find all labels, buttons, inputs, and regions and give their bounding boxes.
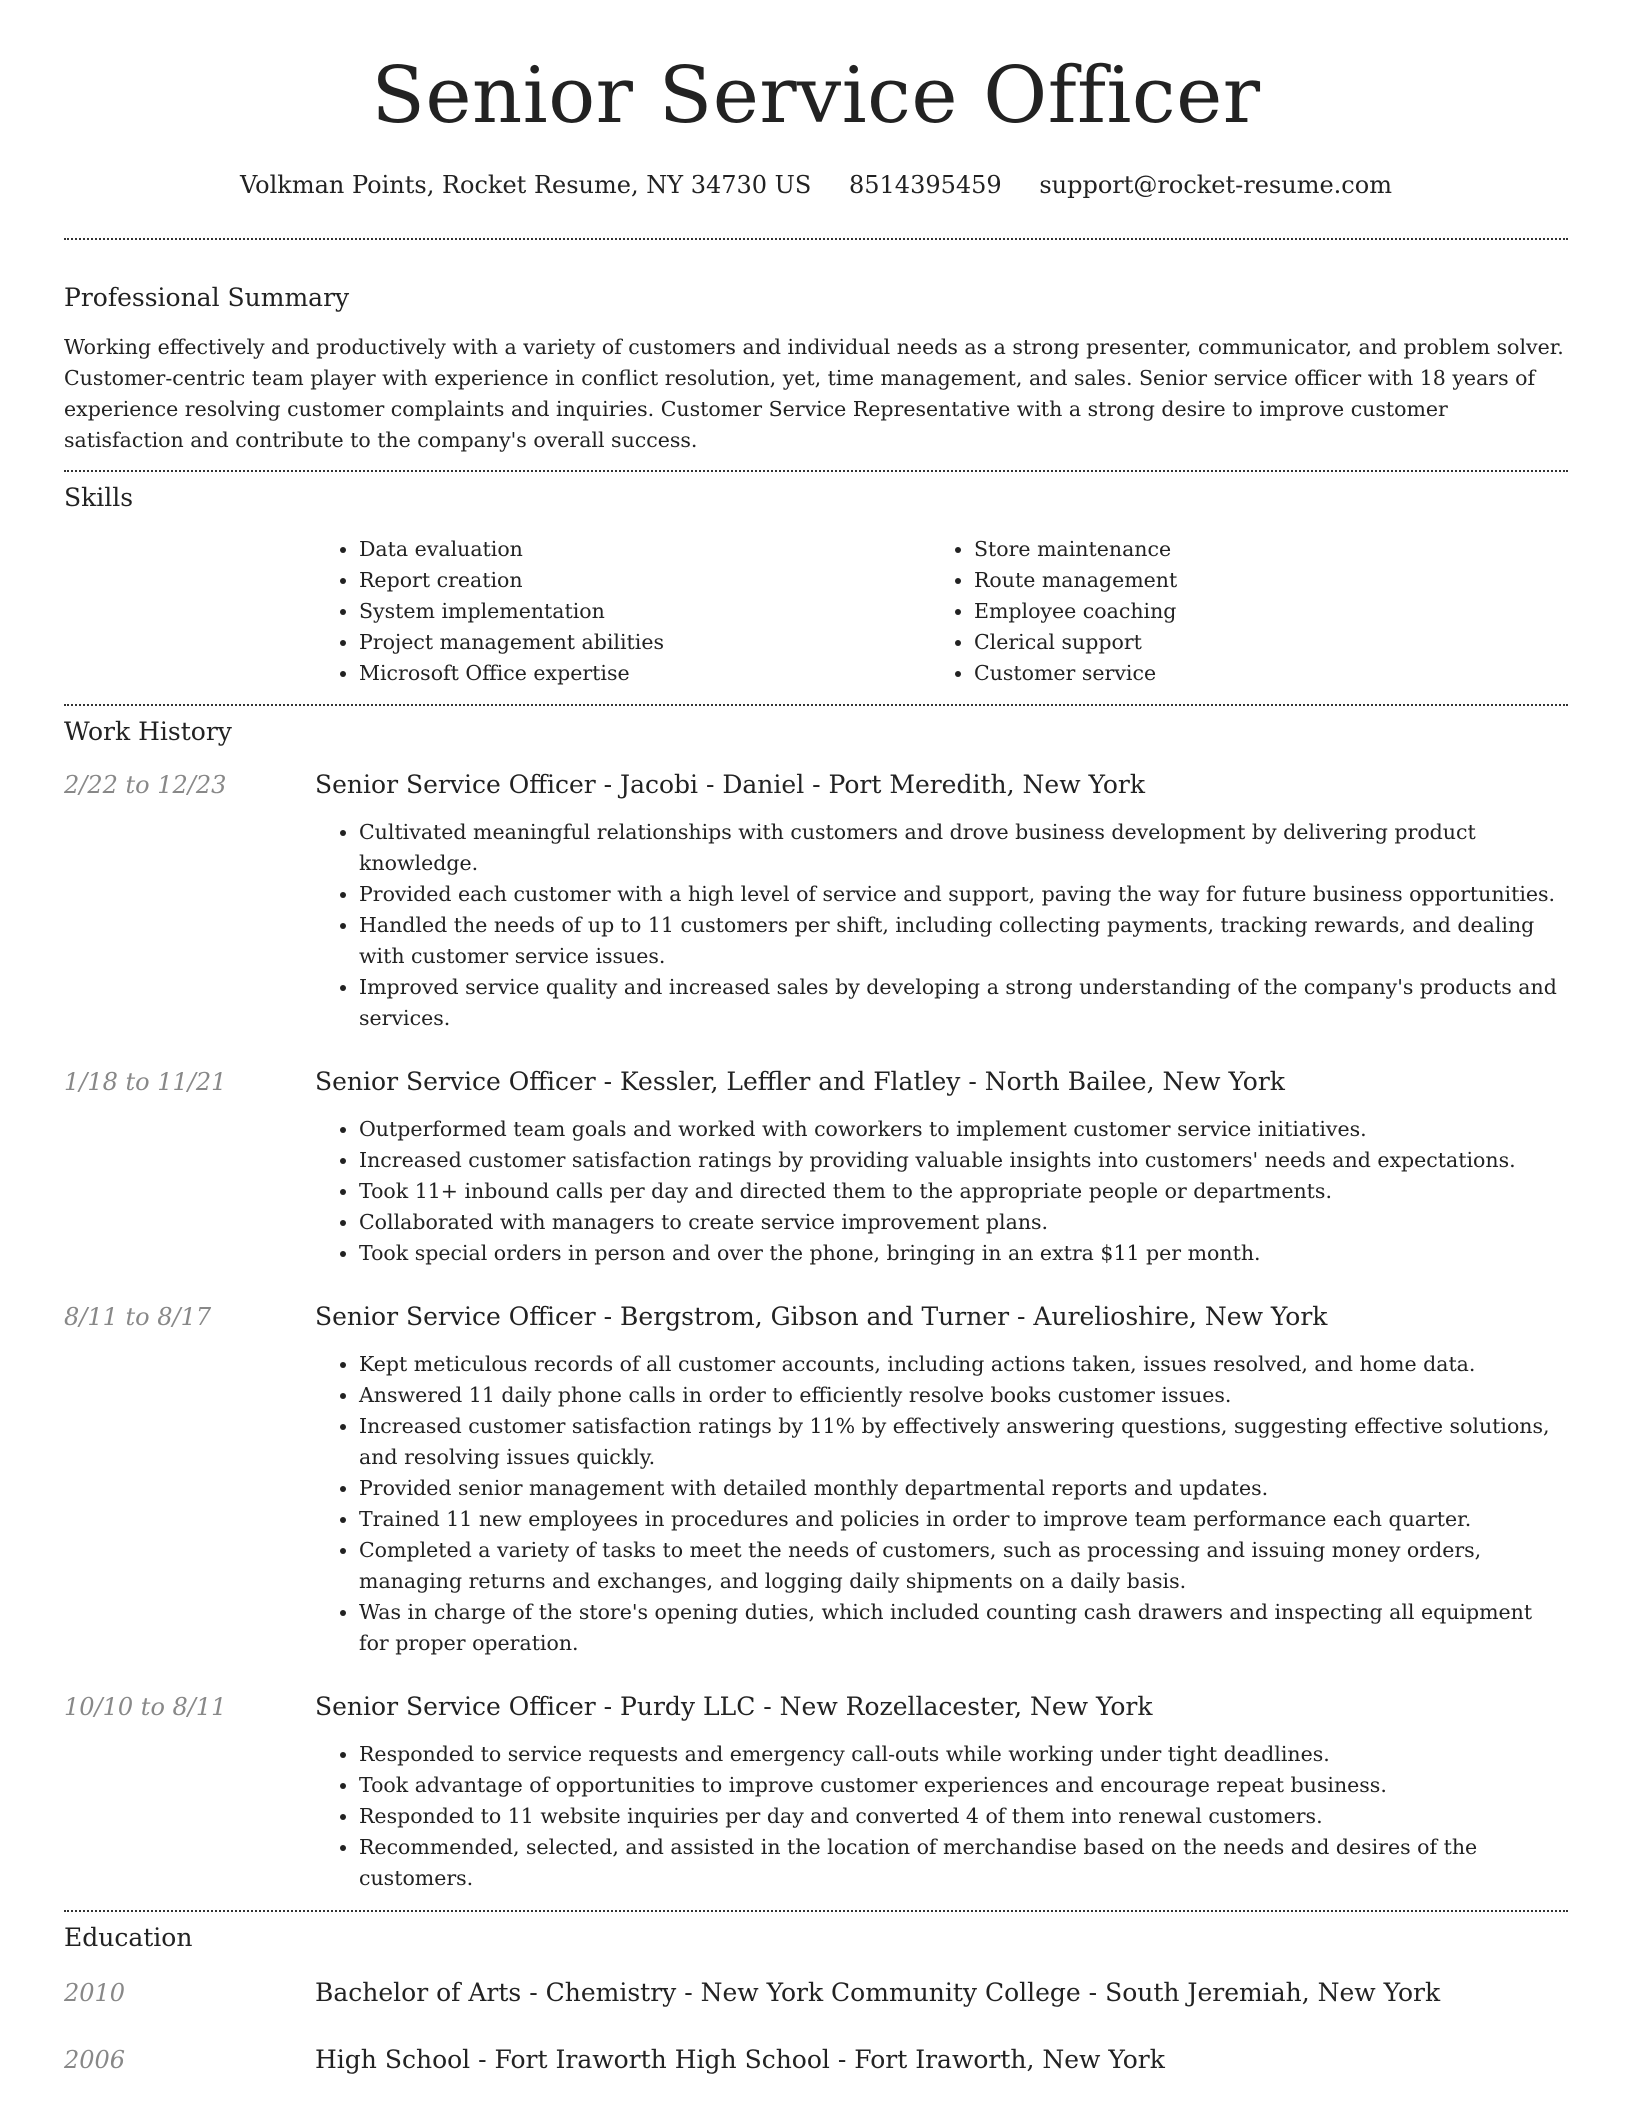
skill-item: • Clerical support bbox=[974, 627, 1545, 658]
skill-item: • Customer service bbox=[974, 658, 1545, 689]
skill-item: • Project management abilities bbox=[359, 627, 930, 658]
job-bullet: • Answered 11 daily phone calls in order to efficiently resolve books customer issues. bbox=[359, 1380, 1568, 1411]
job-date: 1/18 to 11/21 bbox=[64, 1068, 227, 1097]
job-bullet: • Trained 11 new employees in procedures and policies in order to improve team performance each quarter. bbox=[359, 1504, 1568, 1535]
skills-heading: Skills bbox=[64, 483, 134, 513]
education-heading: Education bbox=[64, 1923, 193, 1953]
contact-email[interactable]: support@rocket-resume.com bbox=[1039, 170, 1392, 199]
job-body bbox=[315, 1067, 1568, 1269]
job-title: Senior Service Officer - Bergstrom, Gibson and Turner - Aurelioshire, New York bbox=[315, 1302, 1328, 1332]
education-title: High School - Fort Iraworth High School - Fort Iraworth, New York bbox=[315, 2044, 1165, 2074]
skills-list-left bbox=[315, 534, 930, 689]
work-section bbox=[64, 706, 1568, 1895]
job-bullets bbox=[315, 1739, 1568, 1894]
job-bullets bbox=[315, 1114, 1568, 1269]
job-bullets bbox=[315, 817, 1568, 1034]
job-bullet: • Was in charge of the store's opening duties, which included counting cash drawers and inspecting all equipment for proper operation. bbox=[359, 1597, 1568, 1659]
job-title: Senior Service Officer - Purdy LLC - New Rozellacester, New York bbox=[315, 1692, 1153, 1722]
resume-name: Senior Service Officer bbox=[371, 51, 1261, 141]
education-section bbox=[64, 1912, 1568, 2075]
skill-item: • Store maintenance bbox=[974, 534, 1545, 565]
job-title: Senior Service Officer - Kessler, Leffler and Flatley - North Bailee, New York bbox=[315, 1067, 1285, 1097]
job-bullet: • Completed a variety of tasks to meet the needs of customers, such as processing and issuing money orders, managing returns and exchanges, and logging daily shipments on a daily basis. bbox=[359, 1535, 1568, 1597]
contact-line bbox=[64, 170, 1568, 201]
job-entry bbox=[64, 1692, 1568, 1894]
job-bullet: • Increased customer satisfaction ratings by 11% by effectively answering questions, suggesting effective solutions, and resolving issues quickly. bbox=[359, 1411, 1568, 1473]
skills-grid bbox=[315, 534, 1568, 689]
work-heading: Work History bbox=[64, 716, 232, 746]
job-entry bbox=[64, 770, 1568, 1034]
skill-item: • Data evaluation bbox=[359, 534, 930, 565]
skill-item: • Microsoft Office expertise bbox=[359, 658, 930, 689]
job-body bbox=[315, 1692, 1568, 1894]
job-date: 10/10 to 8/11 bbox=[64, 1693, 227, 1722]
job-bullet: • Responded to service requests and emergency call-outs while working under tight deadlines. bbox=[359, 1739, 1568, 1770]
job-bullet: • Took 11+ inbound calls per day and directed them to the appropriate people or departments. bbox=[359, 1176, 1568, 1207]
skill-item: • System implementation bbox=[359, 596, 930, 627]
job-body bbox=[315, 1302, 1568, 1659]
education-entry bbox=[64, 1978, 1568, 2008]
job-bullet: • Handled the needs of up to 11 customers per shift, including collecting payments, tracking rewards, and dealing with customer service issues. bbox=[359, 910, 1568, 972]
skills-list-right bbox=[930, 534, 1545, 689]
summary-section bbox=[64, 240, 1568, 457]
skill-item: • Route management bbox=[974, 565, 1545, 596]
skills-section bbox=[64, 472, 1568, 689]
job-bullet: • Increased customer satisfaction ratings by providing valuable insights into customers' needs and expectations. bbox=[359, 1145, 1568, 1176]
job-bullet: • Improved service quality and increased sales by developing a strong understanding of the company's products and services. bbox=[359, 972, 1568, 1034]
job-bullet: • Recommended, selected, and assisted in the location of merchandise based on the needs and desires of the customers. bbox=[359, 1832, 1568, 1894]
job-title: Senior Service Officer - Jacobi - Daniel - Port Meredith, New York bbox=[315, 770, 1146, 800]
skill-item: • Employee coaching bbox=[974, 596, 1545, 627]
education-date: 2010 bbox=[64, 1978, 126, 2007]
job-date: 8/11 to 8/17 bbox=[64, 1303, 212, 1332]
contact-address: Volkman Points, Rocket Resume, NY 34730 US bbox=[240, 170, 812, 199]
education-title: Bachelor of Arts - Chemistry - New York Community College - South Jeremiah, New York bbox=[315, 1977, 1441, 2007]
summary-text: Working effectively and productively with a variety of customers and individual needs as a strong presenter, communicator, and problem solver. Customer-centric team player with experience in conflict resolution, yet, time management, and sales. Senior service officer with 18 years of experience resolving customer complaints and inquiries. Customer Service Representative with a strong desire to improve customer satisfaction and contribute to the company's overall success. bbox=[64, 335, 1564, 453]
job-bullet: • Took advantage of opportunities to improve customer experiences and encourage repeat business. bbox=[359, 1770, 1568, 1801]
job-bullets bbox=[315, 1349, 1568, 1659]
job-entry bbox=[64, 1302, 1568, 1659]
job-entry bbox=[64, 1067, 1568, 1269]
contact-phone: 8514395459 bbox=[848, 170, 1002, 199]
job-bullet: • Cultivated meaningful relationships with customers and drove business development by delivering product knowledge. bbox=[359, 817, 1568, 879]
job-bullet: • Outperformed team goals and worked with coworkers to implement customer service initiatives. bbox=[359, 1114, 1568, 1145]
job-bullet: • Collaborated with managers to create service improvement plans. bbox=[359, 1207, 1568, 1238]
job-bullet: • Provided senior management with detailed monthly departmental reports and updates. bbox=[359, 1473, 1568, 1504]
job-bullet: • Kept meticulous records of all customer accounts, including actions taken, issues resolved, and home data. bbox=[359, 1349, 1568, 1380]
job-body bbox=[315, 770, 1568, 1034]
education-entry bbox=[64, 2045, 1568, 2075]
job-bullet: • Responded to 11 website inquiries per day and converted 4 of them into renewal customers. bbox=[359, 1801, 1568, 1832]
job-bullet: • Took special orders in person and over the phone, bringing in an extra $11 per month. bbox=[359, 1238, 1568, 1269]
job-date: 2/22 to 12/23 bbox=[64, 771, 227, 800]
job-bullet: • Provided each customer with a high level of service and support, paving the way for future business opportunities. bbox=[359, 879, 1568, 910]
education-date: 2006 bbox=[64, 2045, 126, 2074]
summary-heading: Professional Summary bbox=[64, 282, 350, 312]
skill-item: • Report creation bbox=[359, 565, 930, 596]
